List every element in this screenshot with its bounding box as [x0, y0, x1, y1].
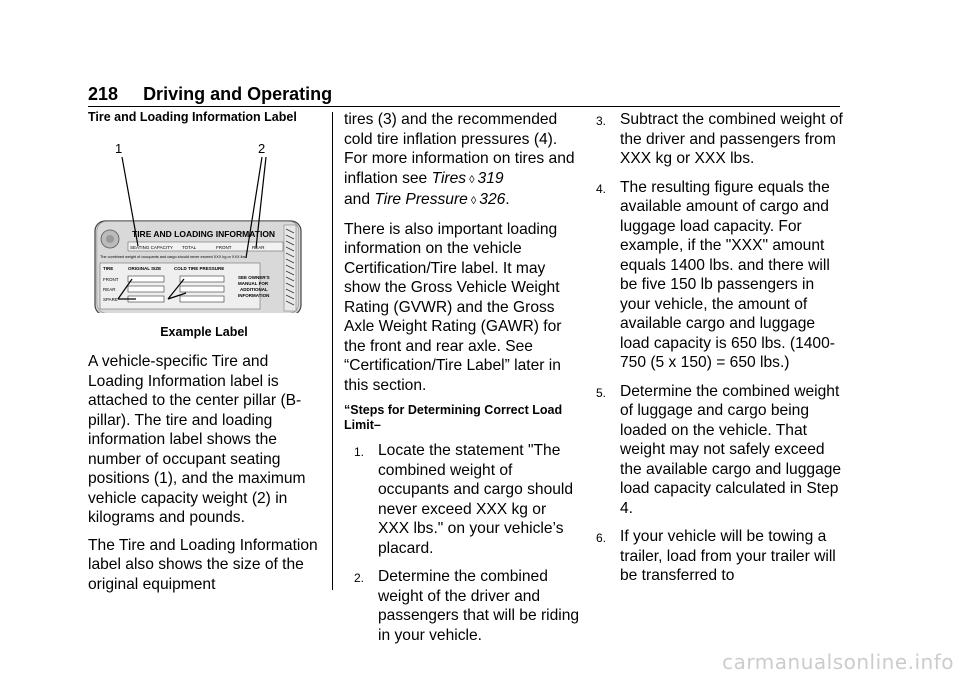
see-manual-line-3: ADDITIONAL	[240, 287, 268, 292]
pressure-box-rear	[180, 286, 224, 292]
size-box-rear	[128, 286, 164, 292]
xref-tire-pressure-page[interactable]: 326	[479, 191, 506, 208]
watermark: carmanualsonline.info	[722, 650, 954, 674]
xref-tires-page[interactable]: 319	[477, 169, 504, 187]
page-header	[88, 84, 840, 104]
column-1	[88, 110, 320, 602]
callout-1: 1	[115, 141, 123, 156]
size-box-front	[128, 276, 164, 282]
section-title: Driving and Operating	[143, 84, 333, 104]
column-3	[596, 110, 844, 595]
see-manual-line-1: SEE OWNER'S	[238, 275, 270, 280]
body-paragraph: A vehicle-specific Tire and Loading Information label is attached to the center pillar (B-pillar). The tire and loading information label shows the number of occupant seating positions (1), and the maximum vehicle capacity weight (2) in kilograms and pounds.	[88, 353, 306, 526]
step-item	[354, 441, 580, 558]
tire-label-illustration	[88, 133, 320, 313]
step-item	[596, 178, 844, 373]
xref-tires[interactable]: Tires	[431, 169, 467, 187]
step-text: Determine the combined weight of the driver and passengers that will be riding in your vehicle.	[378, 568, 580, 644]
xref-arrow-icon: ◊	[469, 173, 475, 186]
step-number: 2.	[354, 571, 365, 585]
row-spare: SPARE	[103, 297, 118, 302]
seating-capacity-label: SEATING CAPACITY	[130, 245, 173, 250]
step-text: Locate the statement "The combined weight of occupants and cargo should never exceed XXX kg or XXX lbs." on your vehicle’s placard.	[378, 442, 574, 557]
col-tire: TIRE	[103, 266, 114, 271]
body-text: .	[505, 191, 510, 208]
col-original-size: ORIGINAL SIZE	[128, 266, 162, 271]
body-paragraph-with-refs	[344, 110, 580, 212]
rear-label: REAR	[252, 245, 265, 250]
step-item	[354, 567, 580, 645]
label-title: TIRE AND LOADING INFORMATION	[132, 229, 276, 239]
warning-line: The combined weight of occupants and cargo should never exceed XXX kg or XXX lbs.	[100, 255, 247, 259]
example-label-figure	[88, 133, 320, 313]
step-number: 3.	[596, 114, 607, 128]
steps-subhead: “Steps for Determining Correct Load Limit–	[344, 403, 563, 432]
body-text: tires (3) and the recommended cold tire inflation pressures (4). For more information on tires and inflation see	[344, 111, 575, 187]
step-text: Subtract the combined weight of the driver and passengers from XXX kg or XXX lbs.	[620, 111, 843, 167]
see-manual-line-2: MANUAL FOR	[238, 281, 269, 286]
row-front: FRONT	[103, 277, 119, 282]
step-text: The resulting figure equals the available amount of cargo and luggage load capacity. For example, if the "XXX" amount equals 1400 lbs. and there will be five 150 lb passengers in your vehicle, the amount of available cargo and luggage load capacity is 650 lbs. (1400-750 (5 x 150) = 650 lbs.)	[620, 178, 835, 371]
step-item	[596, 527, 844, 586]
step-number: 6.	[596, 531, 607, 545]
callout-2: 2	[258, 141, 266, 156]
body-text: and	[344, 191, 371, 208]
header-rule	[88, 106, 840, 107]
section-subhead: Tire and Loading Information Label	[88, 110, 297, 124]
pressure-box-front	[180, 276, 224, 282]
pressure-box-spare	[180, 296, 224, 302]
steps-list	[354, 441, 580, 645]
page-number: 218	[88, 84, 119, 104]
front-label: FRONT	[216, 245, 232, 250]
figure-caption: Example Label	[160, 325, 248, 339]
step-number: 1.	[354, 445, 365, 459]
logo-icon-center	[106, 235, 114, 243]
row-rear: REAR	[103, 287, 116, 292]
xref-tire-pressure[interactable]: Tire Pressure	[374, 191, 468, 208]
step-item	[596, 382, 844, 519]
step-number: 5.	[596, 385, 607, 400]
step-text: If your vehicle will be towing a trailer, load from your trailer will be transferred to	[620, 528, 836, 584]
step-number: 4.	[596, 181, 607, 196]
xref-arrow-icon: ◊	[470, 195, 477, 207]
barcode-strip	[284, 225, 296, 311]
step-item	[596, 110, 844, 169]
see-manual-line-4: INFORMATION	[238, 293, 270, 298]
total-label: TOTAL	[182, 245, 197, 250]
column-divider	[332, 112, 333, 590]
col-cold-pressure: COLD TIRE PRESSURE	[174, 266, 225, 271]
body-paragraph: There is also important loading information on the vehicle Certification/Tire label. It may show the Gross Vehicle Weight Rating (GVWR) and the Gross Axle Weight Rating (GAWR) for the front and rear axle. See “Certification/Tire Label” later in this section.	[344, 220, 562, 394]
column-2	[344, 110, 580, 654]
step-text: Determine the combined weight of luggage and cargo being loaded on the vehicle. That weight may not safely exceed the available cargo and luggage load capacity calculated in Step 4.	[620, 382, 842, 517]
body-paragraph: The Tire and Loading Information label also shows the size of the original equipment	[88, 536, 318, 593]
